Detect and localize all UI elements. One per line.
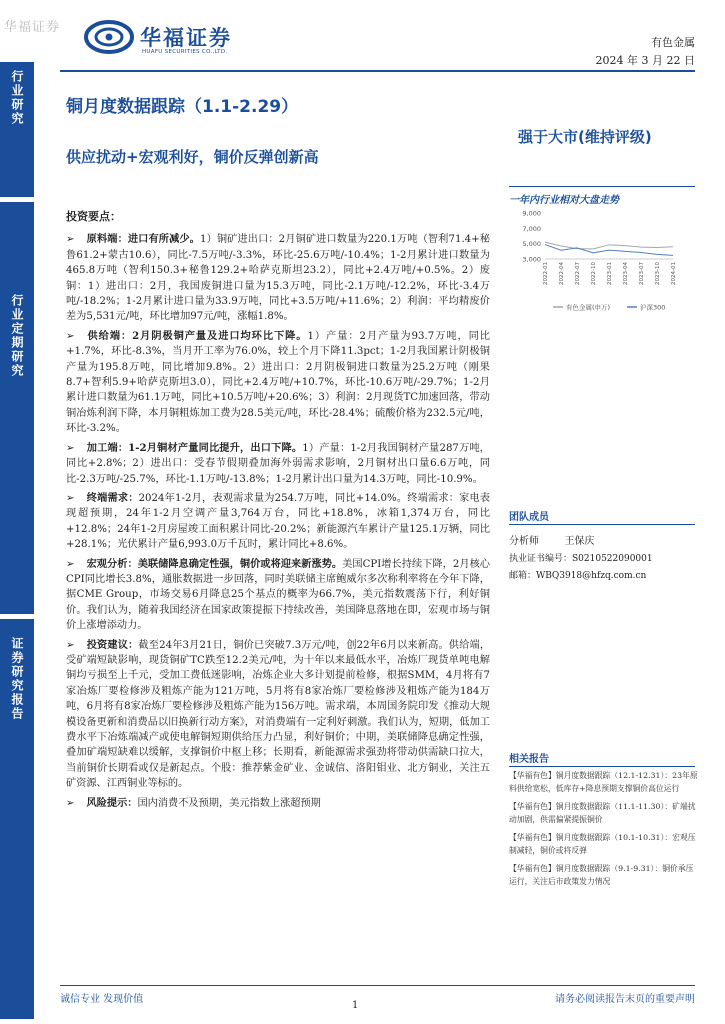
x-tick-label: 2022-10: [591, 262, 597, 285]
page-number: 1: [352, 1000, 359, 1011]
y-tick-label: 5,000: [522, 240, 541, 249]
report-title: 铜月度数据跟踪（1.1-2.29）: [66, 97, 299, 117]
x-tick-label: 2022-01: [543, 262, 549, 285]
legend-label: 沪深300: [640, 303, 666, 312]
key-point-lead: 加工端：1-2月铜材产量同比提升，出口下降。: [86, 441, 303, 454]
sidebar-label: 行业研究: [10, 70, 24, 126]
brand-name-en: HUAFU SECURITIES CO.,LTD.: [142, 49, 228, 55]
related-reports: [509, 770, 699, 894]
team-heading: 团队成员: [509, 512, 549, 523]
header-divider: [60, 70, 695, 72]
y-tick-label: 7,000: [522, 224, 541, 233]
key-point-paragraph: [66, 491, 490, 553]
key-points-heading: 投资要点：: [66, 210, 121, 223]
related-report-item[interactable]: 【华福有色】铜月度数据跟踪（10.1-10.31）：宏观压制减轻，铜价或将反弹: [509, 833, 696, 855]
rating-badge: 强于大市(维持评级): [518, 128, 652, 146]
bullet-arrow-icon: ➢: [66, 639, 75, 651]
brand-logo: [84, 20, 264, 54]
bullet-arrow-icon: ➢: [66, 442, 75, 454]
sector-label: 有色金属: [651, 36, 695, 49]
x-tick-label: 2022-04: [559, 262, 565, 285]
key-point-paragraph: [66, 232, 490, 324]
team-divider: [509, 524, 695, 525]
key-point-body: 1）铜矿进出口：2月铜矿进口数量为220.1万吨（智利71.4+秘鲁61.2+蒙古10.6），同比-7.5万吨/-3.3%，环比-25.6万吨/-10.4%；1-2月累计进口数量为465.8万吨（智利150.3+秘鲁129.2+哈萨克斯坦23.2），同比+2.4万吨/+0.5%。2）废铜：1）进出口：2月，我国废铜进口量为15.3万吨，同比-2.1万吨/-12.2%，环比-3.4万吨/-18.2%；1-2月累计进口量为33.9万吨，同比+3.5万吨/+11.6%；2）利润：平均精废价差为5,531元/吨，环比增加97元/吨，涨幅1.8%。: [66, 234, 490, 323]
key-points-section: [66, 209, 490, 815]
key-point-paragraph: [66, 557, 490, 634]
related-report-item[interactable]: 【华福有色】铜月度数据跟踪（9.1-9.31）：铜价承压运行，关注后市政策发力情况: [509, 864, 694, 886]
key-point-paragraph: [66, 329, 490, 437]
bullet-arrow-icon: ➢: [66, 330, 75, 342]
watermark: 华福证券: [4, 20, 61, 35]
legend-label: 有色金属(申万): [566, 303, 611, 312]
analyst-label: 分析师: [509, 536, 539, 547]
series-line: [545, 242, 673, 249]
sidebar-label: 证券研究报告: [10, 637, 24, 721]
x-tick-label: 2023-10: [655, 262, 661, 285]
related-divider: [509, 766, 695, 767]
x-tick-label: 2023-07: [639, 262, 645, 285]
key-point-paragraph: [66, 796, 490, 811]
sidebar-block-periodic: [0, 202, 34, 614]
x-tick-label: 2023-01: [607, 262, 613, 285]
key-point-body: 2024年1-2月，表观需求量为254.7万吨，同比+14.0%。终端需求：家电表现超预期，24年1-2月空调产量3,764万台，同比+18.8%，冰箱1,374万台，同比+12.8%；24年1-2月房屋竣工面积累计同比-20.2%；新能源汽车累计产量125.1万辆，同比+28.1%；光伏累计产量6,993.0万千瓦时，累计同比+8.6%。: [66, 492, 490, 551]
brand-name: 华福证券: [140, 26, 232, 50]
analyst-row: [509, 532, 699, 547]
y-tick-label: 3,000: [522, 255, 541, 264]
report-subtitle: 供应扰动+宏观利好，铜价反弹创新高: [66, 148, 319, 166]
y-tick-label: 9,000: [522, 209, 541, 218]
key-point-body: 1）产量：2月产量为93.7万吨，同比+1.7%，环比-8.3%，当月开工率为76.0%，较上个月下降11.3pct；1-2月我国累计阴极铜产量为195.8万吨，同比增加9.8%。2）进出口：2月阴极铜进口数量为25.2万吨（刚果8.7+智利5.9+哈萨克斯坦3.0），同比+2.4万吨/+10.7%，环比-10.6万吨/-29.7%；1-2月累计进口数量为61.1万吨，同比+10.5万吨/+20.6%；3）利润：2月现货TC加速回落，带动铜冶炼利润下降，本月铜粗炼加工费为28.5美元/吨，环比-28.4%；硫酸价格为232.5元/吨，环比-3.2%。: [66, 330, 490, 435]
related-heading: 相关报告: [509, 754, 549, 765]
sidebar-block-industry: [0, 62, 34, 197]
sidebar-label: 行业定期研究: [10, 294, 24, 378]
bullet-arrow-icon: ➢: [66, 492, 75, 504]
key-point-paragraph: [66, 638, 490, 792]
x-tick-label: 2024-01: [671, 262, 677, 285]
key-point-lead: 投资建议：: [86, 638, 139, 651]
key-point-body: 1）产量：1-2月我国铜材产量287万吨，同比+2.8%；2）进出口：受春节假期叠加海外弱需求影响，2月铜材出口量6.6万吨，同比-2.3万吨/-25.7%，环比-1.1万吨/-13.8%；1-2月累计出口量为14.3万吨，同比-10.9%。: [66, 442, 490, 485]
key-point-lead: 宏观分析：美联储降息确定性强，铜价或将迎来新涨势。: [86, 557, 343, 570]
key-point-lead: 终端需求：: [86, 491, 139, 504]
footer-divider: [60, 985, 695, 986]
logo-swirl-icon: [84, 20, 134, 54]
trend-divider: [509, 186, 695, 187]
related-report-item[interactable]: 【华福有色】铜月度数据跟踪（11.1-11.30）：矿端扰动加剧，供需偏紧提振铜价: [509, 802, 696, 824]
team-info: [509, 532, 699, 585]
key-point-lead: 原料端：进口有所减少。: [86, 233, 200, 246]
key-point-body: 国内消费不及预期，美元指数上涨超预期: [137, 797, 321, 809]
key-point-body: 截至24年3月21日，铜价已突破7.3万元/吨，创22年6月以来新高。供给端，受矿端短缺影响，现货铜矿TC跌至12.2美元/吨，为十年以来最低水平，冶炼厂现货单吨电解铜均亏损至上千元，受加工费低迷影响，冶炼企业大多计划提前检修，根据SMM，4月将有7家冶炼厂要检修涉及粗炼产能为121万吨，5月将有8家冶炼厂要检修涉及粗炼产能为184万吨，6月将有8家冶炼厂要检修涉及粗炼产能为156万吨。需求端，本周国务院印发《推动大规模设备更新和消费品以旧换新行动方案》，对消费端有一定利好刺激。我们认为，短期，低加工费水平下冶炼端减产或使电解铜短期供给压力凸显，利好铜价；中期，美联储降息确定性强，叠加矿端短缺难以缓解，支撑铜价中枢上移；长期看，新能源需求强劲将带动供需缺口拉大，当前铜价长期看或仅是新起点。个股：推荐紫金矿业、金诚信、洛阳钼业、北方铜业，关注五矿资源、江西铜业等标的。: [66, 639, 491, 790]
report-date: 2024 年 3 月 22 日: [595, 54, 695, 67]
key-point-lead: 风险提示：: [86, 796, 138, 809]
trend-heading: 一年内行业相对大盘走势: [509, 195, 619, 206]
related-report-item[interactable]: 【华福有色】铜月度数据跟踪（12.1-12.31）：23年原料供给宽松，低库存+降息预期支撑铜价高位运行: [509, 771, 698, 793]
sidebar-block-report: [0, 619, 34, 1019]
bullet-arrow-icon: ➢: [66, 234, 75, 246]
key-point-body: 美国CPI增长持续下降，2月核心CPI同比增长3.8%，通胀数据进一步回落，同时美联储主席鲍威尔多次称利率将在今年下降，据CME Group，市场交易6月降息25个基点的概率为66.7%，美元指数震荡下行，利好铜价。我们认为，随着我国经济在国家政策提振下持续改善，美国降息落地在即，宏观市场与铜价上涨增添动力。: [66, 558, 490, 632]
bullet-arrow-icon: ➢: [66, 797, 75, 809]
analyst-email[interactable]: 邮箱：WBQ3918@hfzq.com.cn: [509, 571, 647, 581]
x-tick-label: 2023-04: [623, 262, 629, 285]
cert-number: 执业证书编号：S0210522090001: [509, 554, 653, 564]
x-tick-label: 2022-07: [575, 262, 581, 285]
key-point-paragraph: [66, 441, 490, 487]
analyst-name: 王保庆: [564, 536, 595, 547]
trend-chart: [505, 205, 695, 315]
footer-slogan: 诚信专业 发现价值: [60, 994, 144, 1005]
key-point-lead: 供给端：2月阴极铜产量及进口均环比下降。: [86, 329, 308, 342]
footer-disclaimer: 请务必阅读报告末页的重要声明: [555, 994, 695, 1005]
bullet-arrow-icon: ➢: [66, 558, 75, 570]
